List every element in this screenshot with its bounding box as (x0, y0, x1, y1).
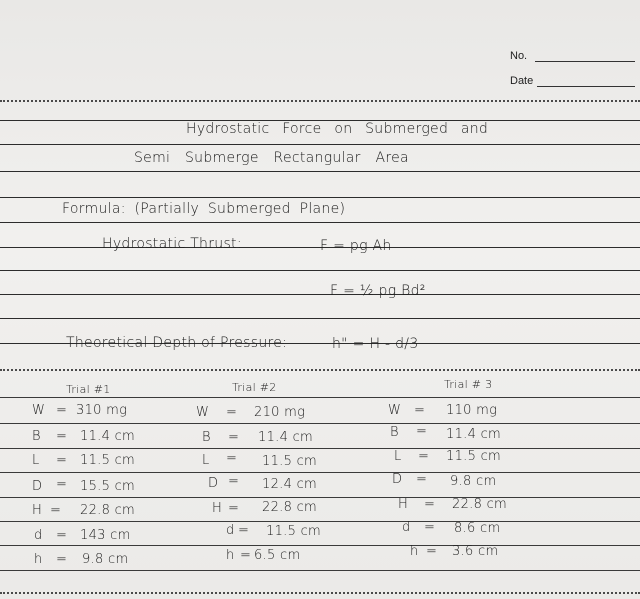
thrust-label: Hydrostatic Thrust: (102, 236, 242, 252)
ruled-line (0, 472, 640, 473)
t3-symbol: L (394, 449, 402, 464)
t2-equals: = (226, 451, 238, 466)
t3-symbol: D (392, 472, 403, 487)
t1-symbol: W (32, 403, 46, 418)
ruled-line (0, 222, 640, 223)
formula-heading: Formula: (Partially Submerged Plane) (62, 201, 346, 217)
t2-value: 22.8 cm (262, 500, 317, 515)
t1-equals: = (56, 477, 68, 492)
t1-symbol: H (32, 503, 43, 518)
t1-equals: = (56, 528, 68, 543)
ruled-line (0, 171, 640, 172)
t3-equals: = (414, 403, 426, 418)
t3-equals: = (424, 497, 436, 512)
t3-value: 22.8 cm (452, 497, 507, 512)
t2-equals: = (228, 501, 240, 516)
page-fold-dots (0, 369, 640, 371)
bottom-dotted-border (0, 592, 640, 594)
ruled-line (0, 448, 640, 449)
t1-value: 11.5 cm (80, 453, 135, 468)
ruled-line (0, 570, 640, 571)
top-dotted-border (0, 100, 640, 102)
ruled-line (0, 423, 640, 424)
t2-value: 210 mg (254, 405, 306, 420)
depth-formula: h" = H - d/3 (332, 336, 419, 352)
t1-equals: = (50, 503, 62, 518)
t1-equals: = (56, 403, 68, 418)
t2-equals: = (240, 548, 252, 563)
t2-value: 6.5 cm (254, 548, 301, 563)
thrust-formula: F = pg Ah (320, 238, 392, 254)
trial-2-heading: Trial #2 (232, 381, 277, 394)
t1-value: 22.8 cm (80, 503, 135, 518)
ruled-line (0, 521, 640, 522)
t2-symbol: L (202, 453, 210, 468)
title-line-2: Semi Submerge Rectangular Area (134, 150, 409, 166)
no-label: No. (510, 50, 528, 62)
t1-value: 143 cm (80, 528, 131, 543)
t3-equals: = (416, 424, 428, 439)
t3-symbol: B (390, 425, 399, 440)
t1-symbol: D (32, 479, 43, 494)
t1-value: 11.4 cm (80, 429, 135, 444)
t1-symbol: d (34, 528, 43, 543)
t2-symbol: H (212, 501, 223, 516)
t2-value: 12.4 cm (262, 477, 317, 492)
t3-equals: = (416, 472, 428, 487)
ruled-line (0, 197, 640, 198)
t1-equals: = (56, 453, 68, 468)
t2-symbol: D (208, 476, 219, 491)
t2-equals: = (228, 430, 240, 445)
t1-equals: = (56, 552, 68, 567)
ruled-line (0, 294, 640, 295)
ruled-line (0, 270, 640, 271)
t3-symbol: H (398, 497, 409, 512)
date-field-line (537, 86, 635, 87)
t3-value: 8.6 cm (454, 521, 501, 536)
ruled-line (0, 318, 640, 319)
t3-symbol: h (410, 544, 419, 559)
t3-equals: = (426, 544, 438, 559)
trial-1-heading: Trial #1 (66, 383, 111, 396)
t2-symbol: B (202, 430, 211, 445)
ruled-line (0, 144, 640, 145)
ruled-line (0, 397, 640, 398)
title-line-1: Hydrostatic Force on Submerged and (186, 121, 489, 137)
t3-value: 9.8 cm (450, 474, 497, 489)
date-label: Date (510, 75, 534, 87)
t2-symbol: W (196, 405, 210, 420)
ruled-line (0, 545, 640, 546)
half-formula: F = ½ pg Bd² (330, 283, 426, 299)
t2-symbol: h (226, 548, 235, 563)
t3-equals: = (418, 449, 430, 464)
t1-symbol: B (32, 429, 41, 444)
t2-symbol: d (226, 523, 235, 538)
no-field-line (535, 61, 635, 62)
t3-symbol: W (388, 403, 402, 418)
t2-value: 11.5 cm (262, 454, 317, 469)
ruled-line (0, 497, 640, 498)
t1-value: 9.8 cm (82, 552, 129, 567)
t2-value: 11.5 cm (266, 524, 321, 539)
t2-equals: = (228, 474, 240, 489)
t1-value: 310 mg (76, 403, 128, 418)
t2-value: 11.4 cm (258, 430, 313, 445)
depth-label: Theoretical Depth of Pressure: (66, 335, 288, 351)
t1-value: 15.5 cm (80, 479, 135, 494)
t3-value: 11.5 cm (446, 449, 501, 464)
t2-equals: = (226, 405, 238, 420)
t1-equals: = (56, 429, 68, 444)
t2-equals: = (238, 523, 250, 538)
t1-symbol: L (32, 453, 40, 468)
t3-value: 110 mg (446, 403, 498, 418)
t3-equals: = (424, 520, 436, 535)
t3-value: 11.4 cm (446, 427, 501, 442)
t3-symbol: d (402, 520, 411, 535)
t3-value: 3.6 cm (452, 544, 499, 559)
trial-3-heading: Trial # 3 (444, 378, 493, 391)
t1-symbol: h (34, 552, 43, 567)
